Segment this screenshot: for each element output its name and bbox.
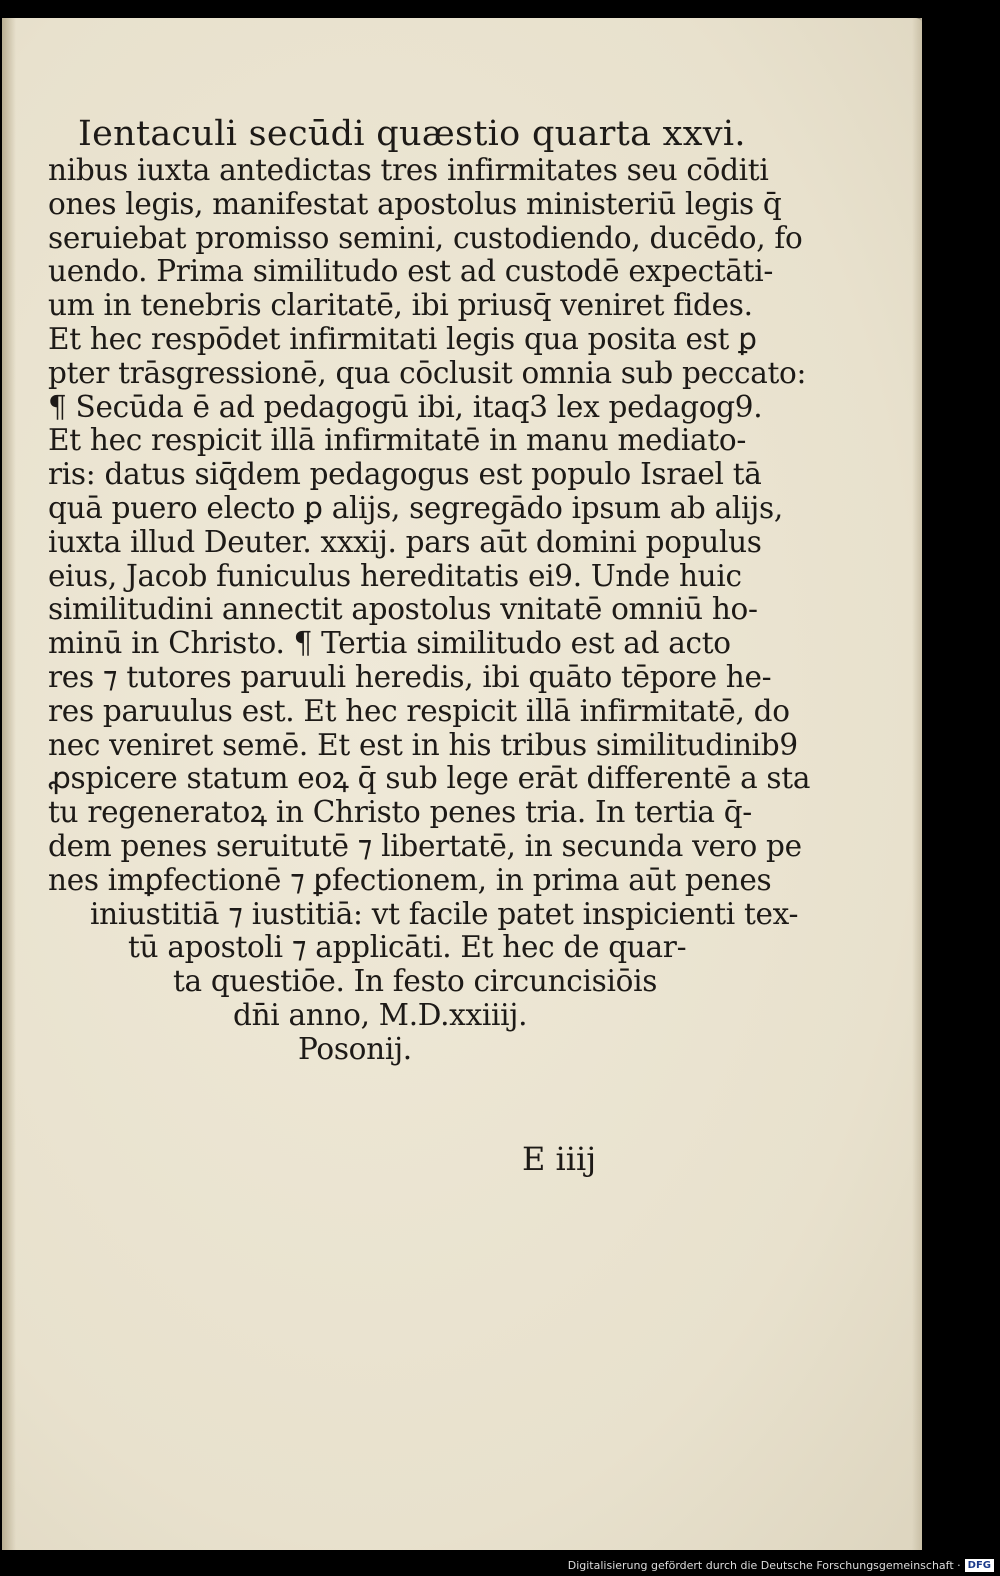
page-edge — [912, 18, 922, 1550]
footer-credit — [568, 1559, 994, 1572]
text-block — [48, 114, 811, 1067]
text-line: iuxta illud Deuter. xxxij. pars aūt domini populus — [48, 524, 762, 559]
text-line: Et hec respōdet infirmitati legis qua posita est ꝑ — [48, 321, 757, 356]
credit-text: Digitalisierung gefördert durch die Deutsche Forschungsgemeinschaft · — [567, 1559, 961, 1572]
text-line: seruiebat promisso semini, custodiendo, ducēdo, fo — [48, 220, 803, 255]
closing-line: dn̄i anno, M.D.xxiiij. — [233, 997, 528, 1032]
text-line: um in tenebris claritatē, ibi priusq̄ veniret fides. — [48, 288, 753, 323]
text-line: Et hec respicit illā infirmitatē in manu mediato- — [48, 423, 746, 458]
text-line: res ⁊ tutores paruuli heredis, ibi quāto tēpore he- — [48, 659, 772, 694]
text-line: nibus iuxta antedictas tres infirmitates seu cōditi — [48, 153, 769, 187]
text-line: ꝓspicere statum eoꝝ q̄ sub lege erāt differentē a sta — [48, 761, 811, 796]
closing-line: Posonij. — [298, 1031, 412, 1066]
dfg-logo: DFG — [965, 1559, 994, 1572]
book-page — [2, 18, 922, 1550]
text-line: minū in Christo. ¶ Tertia similitudo est ad acto — [48, 626, 731, 661]
text-line: dem penes seruitutē ⁊ libertatē, in secunda vero pe — [48, 828, 802, 863]
text-line: tu regeneratoꝝ in Christo penes tria. In tertia q̄- — [48, 795, 752, 830]
closing-line: iniustitiā ⁊ iustitiā: vt facile patet inspicienti tex- — [90, 896, 799, 931]
text-line: ¶ Secūda ē ad pedagogū ibi, itaq3 lex pedagog9. — [48, 389, 763, 424]
signature-mark: E iiij — [522, 1140, 597, 1178]
text-line: uendo. Prima similitudo est ad custodē expectāti- — [48, 254, 774, 289]
closing-line: ta questiōe. In festo circuncisiōis — [173, 964, 658, 999]
running-headline: Ientaculi secūdi quæstio quarta xxvi. — [78, 114, 746, 154]
spine-shadow — [2, 18, 16, 1550]
text-line: eius, Jacob funiculus hereditatis ei9. Unde huic — [48, 558, 742, 593]
text-line: nes imꝑfectionē ⁊ ꝑfectionem, in prima aūt penes — [48, 862, 772, 897]
closing-line: tū apostoli ⁊ applicāti. Et hec de quar- — [128, 930, 687, 965]
text-line: similitudini annectit apostolus vnitatē omniū ho- — [48, 592, 758, 627]
text-line: res paruulus est. Et hec respicit illā infirmitatē, do — [48, 693, 790, 728]
text-line: nec veniret semē. Et est in his tribus similitudinib9 — [48, 727, 798, 762]
text-line: pter trāsgressionē, qua cōclusit omnia sub peccato: — [48, 355, 807, 390]
text-line: ones legis, manifestat apostolus ministeriū legis q̄ — [48, 186, 782, 221]
text-line: quā puero electo ꝑ alijs, segregādo ipsum ab alijs, — [48, 490, 783, 525]
text-line: ris: datus siq̄dem pedagogus est populo Israel tā — [48, 457, 762, 492]
